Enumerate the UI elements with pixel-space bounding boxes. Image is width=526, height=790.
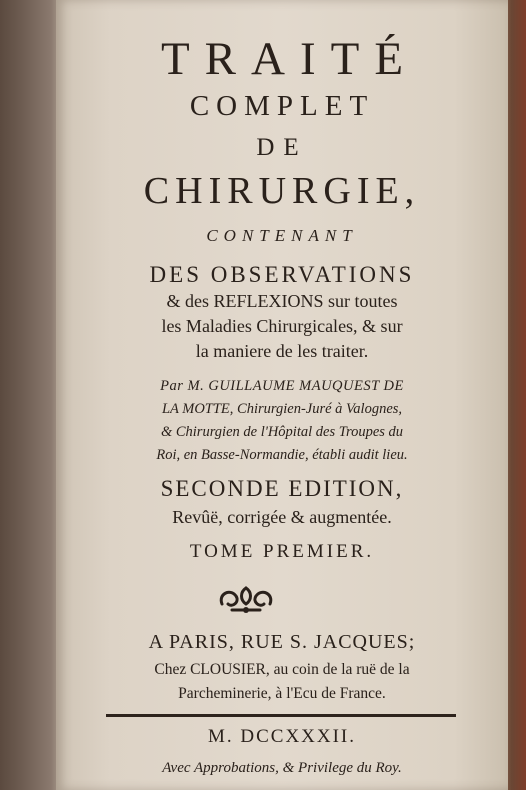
divider-rule <box>106 714 456 717</box>
observations-line-2: & des REFLEXIONS sur toutes <box>166 291 398 311</box>
edition-subtitle: Revûë, corrigée & augmentée. <box>172 507 392 527</box>
publication-year: M. DCCXXXII. <box>207 726 357 747</box>
author-line-4: Roi, en Basse-Normandie, établi audit lieu. <box>156 447 408 463</box>
title-line-de: DE <box>256 134 308 161</box>
imprint-line-3: Parcheminerie, à l'Ecu de France. <box>178 685 386 702</box>
book-binding-left <box>0 0 64 790</box>
observations-line-3: les Maladies Chirurgicales, & sur <box>161 316 403 336</box>
observations-line-4: la maniere de les traiter. <box>195 341 369 361</box>
imprint-line-2: Chez CLOUSIER, au coin de la ruë de la <box>154 661 410 678</box>
tome-label: TOME PREMIER. <box>189 541 375 562</box>
title-line-chirurgie: CHIRURGIE, <box>143 170 421 212</box>
title-line-traite: TRAITÉ <box>160 33 419 85</box>
contenant-label: CONTENANT <box>206 226 358 245</box>
observations-heading: DES OBSERVATIONS <box>149 262 415 287</box>
author-line-3: & Chirurgien de l'Hôpital des Troupes du <box>160 424 404 440</box>
title-page <box>56 0 508 790</box>
privilege-line: Avec Approbations, & Privilege du Roy. <box>162 760 402 776</box>
author-line-1: Par M. GUILLAUME MAUQUEST DE <box>160 378 404 394</box>
edition-heading: SECONDE EDITION, <box>160 476 404 501</box>
imprint-line-1: A PARIS, RUE S. JACQUES; <box>148 631 416 653</box>
title-line-complet: COMPLET <box>189 90 375 122</box>
author-line-2: LA MOTTE, Chirurgien-Juré à Valognes, <box>161 401 403 417</box>
fleuron-ornament-icon <box>214 582 278 616</box>
